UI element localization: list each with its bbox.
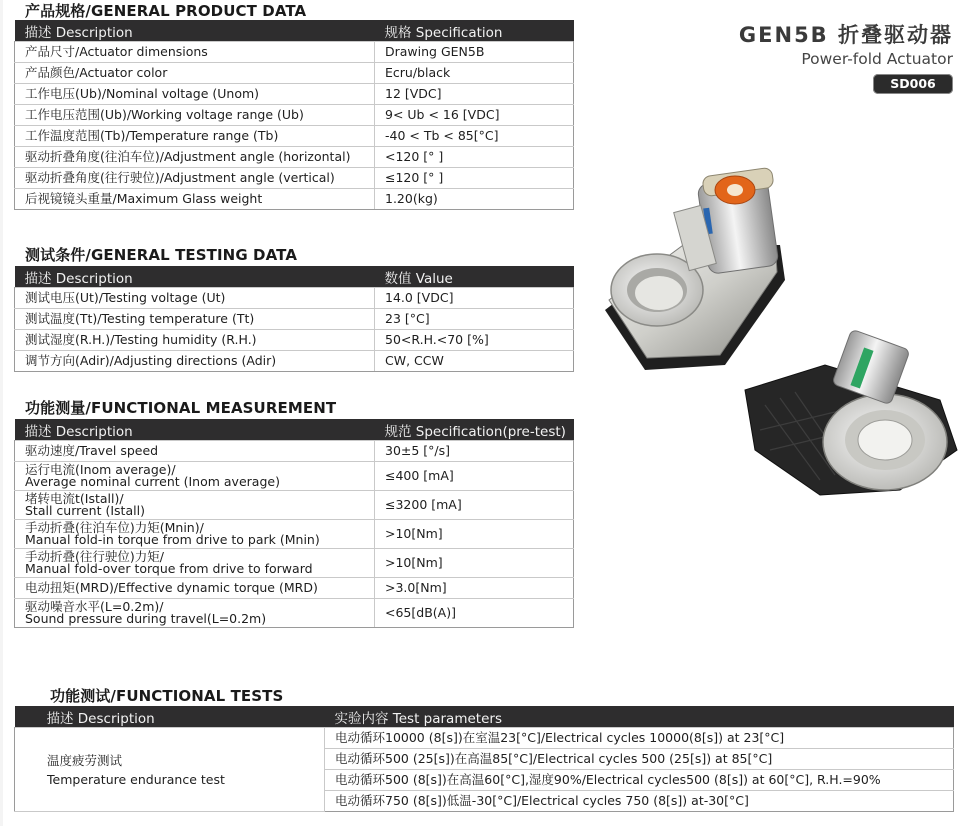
- table-row: [15, 599, 574, 628]
- testing-data-title: 测试条件/GENERAL TESTING DATA: [25, 246, 298, 264]
- description-cell: [15, 549, 375, 578]
- description-cell: [15, 520, 375, 549]
- header-description: 描述 Description: [15, 266, 375, 288]
- description-cell: 产品尺寸/Actuator dimensions: [15, 42, 375, 63]
- description-line-1: 手动折叠(往泊车位)力矩(Mnin)/: [25, 520, 204, 535]
- table-row: [15, 42, 574, 63]
- table-row: [15, 309, 574, 330]
- page-edge: [0, 0, 3, 826]
- description-line-1: 驱动速度/Travel speed: [25, 443, 159, 458]
- description-line-1: 手动折叠(往行驶位)力矩/: [25, 549, 164, 564]
- product-data-table: [14, 20, 574, 210]
- description-cell: 测试温度(Tt)/Testing temperature (Tt): [15, 309, 375, 330]
- functional-measurement-title: 功能测量/FUNCTIONAL MEASUREMENT: [25, 399, 337, 417]
- table-row: [15, 168, 574, 189]
- description-line-2: Sound pressure during travel(L=0.2m): [25, 611, 267, 626]
- table-row: [15, 147, 574, 168]
- product-data-title: 产品规格/GENERAL PRODUCT DATA: [25, 2, 307, 20]
- description-line-1: 电动扭矩(MRD)/Effective dynamic torque (MRD): [25, 580, 318, 595]
- description-cell: [15, 599, 375, 628]
- table-row: [15, 189, 574, 210]
- table-row: [15, 351, 574, 372]
- header-description: 描述 Description: [15, 20, 375, 42]
- table-row: [15, 520, 574, 549]
- test-param-cell: 电动循环10000 (8[s])在室温23[°C]/Electrical cycles 10000(8[s]) at 23[°C]: [325, 728, 954, 749]
- description-cell: 调节方向(Adir)/Adjusting directions (Adir): [15, 351, 375, 372]
- table-row: [15, 105, 574, 126]
- specification-cell: ≤400 [mA]: [375, 462, 574, 491]
- specification-cell: 23 [°C]: [375, 309, 574, 330]
- specification-cell: -40 < Tb < 85[°C]: [375, 126, 574, 147]
- functional-measurement-table: [14, 419, 574, 628]
- specification-cell: CW, CCW: [375, 351, 574, 372]
- specification-cell: 9< Ub < 16 [VDC]: [375, 105, 574, 126]
- specification-cell: >10[Nm]: [375, 549, 574, 578]
- specification-cell: >10[Nm]: [375, 520, 574, 549]
- test-description-en: Temperature endurance test: [47, 771, 225, 787]
- product-code-badge: SD006: [873, 74, 953, 94]
- test-param-cell: 电动循环500 (8[s])在高温60[°C],湿度90%/Electrical cycles500 (8[s]) at 60[°C], R.H.=90%: [325, 770, 954, 791]
- table-row: [15, 126, 574, 147]
- specification-cell: 50<R.H.<70 [%]: [375, 330, 574, 351]
- table-row: [15, 462, 574, 491]
- specification-cell: Ecru/black: [375, 63, 574, 84]
- description-cell: 工作电压(Ub)/Nominal voltage (Unom): [15, 84, 375, 105]
- specification-cell: 30±5 [°/s]: [375, 441, 574, 462]
- header-description: 描述 Description: [15, 419, 375, 441]
- description-line-2: Stall current (Istall): [25, 503, 145, 518]
- header-value: 数值 Value: [375, 266, 574, 288]
- brand-block: [739, 19, 953, 68]
- specification-cell: >3.0[Nm]: [375, 578, 574, 599]
- description-cell: 驱动折叠角度(往行驶位)/Adjustment angle (vertical): [15, 168, 375, 189]
- functional-tests-title: 功能测试/FUNCTIONAL TESTS: [50, 687, 284, 705]
- description-cell: 测试电压(Ut)/Testing voltage (Ut): [15, 288, 375, 309]
- description-line-2: Average nominal current (Inom average): [25, 474, 280, 489]
- description-cell: [15, 491, 375, 520]
- actuator-photo: [585, 150, 963, 528]
- model-title: GEN5B 折叠驱动器: [738, 23, 953, 47]
- description-cell: [15, 578, 375, 599]
- actuator-lower: [745, 329, 957, 495]
- table-row: [15, 288, 574, 309]
- testing-data-table: [14, 266, 574, 372]
- description-line-2: Manual fold-over torque from drive to forward: [25, 561, 313, 576]
- header-specification-pretest: 规范 Specification(pre-test): [375, 419, 574, 441]
- specification-cell: ≤3200 [mA]: [375, 491, 574, 520]
- actuator-upper: [605, 167, 785, 370]
- description-cell: 后视镜镜头重量/Maximum Glass weight: [15, 189, 375, 210]
- specification-cell: 14.0 [VDC]: [375, 288, 574, 309]
- description-cell: [15, 441, 375, 462]
- table-row: [15, 728, 954, 749]
- specification-cell: ≤120 [° ]: [375, 168, 574, 189]
- table-row: [15, 441, 574, 462]
- table-row: [15, 491, 574, 520]
- description-cell: 产品颜色/Actuator color: [15, 63, 375, 84]
- table-row: [15, 330, 574, 351]
- table-row: [15, 549, 574, 578]
- table-row: [15, 84, 574, 105]
- test-description-cell: [15, 728, 325, 812]
- header-test-parameters: 实验内容 Test parameters: [325, 706, 954, 728]
- description-cell: 测试湿度(R.H.)/Testing humidity (R.H.): [15, 330, 375, 351]
- specification-cell: 12 [VDC]: [375, 84, 574, 105]
- test-param-cell: 电动循环500 (25[s])在高温85[°C]/Electrical cycles 500 (25[s]) at 85[°C]: [325, 749, 954, 770]
- header-description: 描述 Description: [15, 706, 325, 728]
- specification-cell: <120 [° ]: [375, 147, 574, 168]
- description-line-1: 堵转电流t(Istall)/: [25, 491, 124, 506]
- functional-tests-table: [14, 706, 954, 812]
- description-line-1: 驱动噪音水平(L=0.2m)/: [25, 599, 164, 614]
- description-line-1: 运行电流(Inom average)/: [25, 462, 176, 477]
- table-row: [15, 578, 574, 599]
- specification-cell: 1.20(kg): [375, 189, 574, 210]
- test-description-cn: 温度疲劳测试: [47, 752, 123, 768]
- header-specification: 规格 Specification: [375, 20, 574, 42]
- description-cell: 工作电压范围(Ub)/Working voltage range (Ub): [15, 105, 375, 126]
- specification-cell: Drawing GEN5B: [375, 42, 574, 63]
- specification-cell: <65[dB(A)]: [375, 599, 574, 628]
- description-cell: 驱动折叠角度(往泊车位)/Adjustment angle (horizontal): [15, 147, 375, 168]
- table-row: [15, 63, 574, 84]
- description-cell: [15, 462, 375, 491]
- test-param-cell: 电动循环750 (8[s])低温-30[°C]/Electrical cycles 750 (8[s]) at-30[°C]: [325, 791, 954, 812]
- description-line-2: Manual fold-in torque from drive to park (Mnin): [25, 532, 320, 547]
- description-cell: 工作温度范围(Tb)/Temperature range (Tb): [15, 126, 375, 147]
- model-subtitle: Power-fold Actuator: [801, 50, 953, 68]
